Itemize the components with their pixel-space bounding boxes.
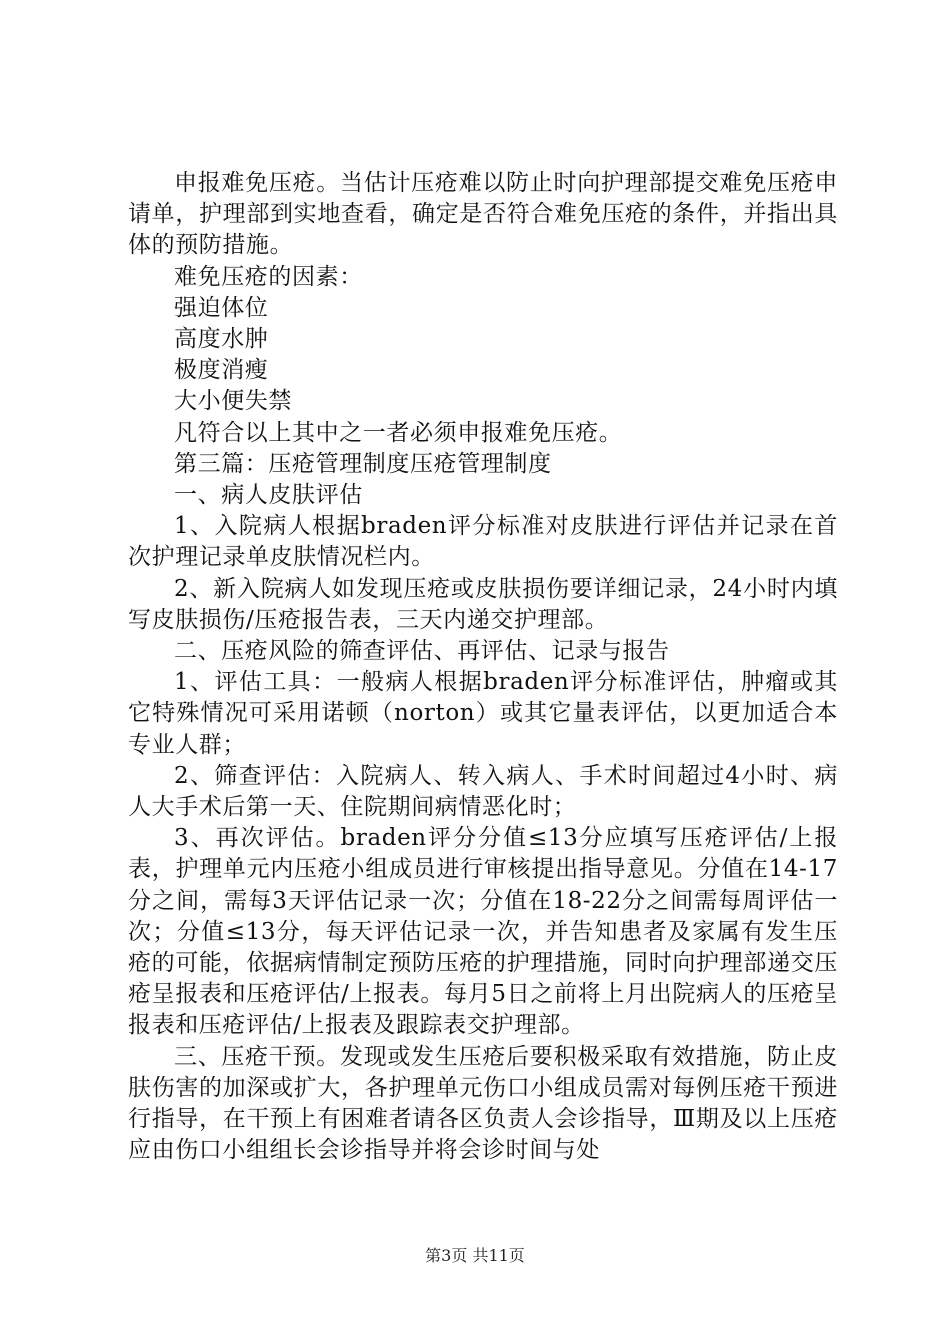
- paragraph: 难免压疮的因素：: [174, 263, 363, 290]
- paragraph: 1、评估工具：一般病人根据braden评分标准评估，肿瘤或其它特殊情况可采用诺顿（norton）或其它量表评估，以更加适合本专业人群；: [128, 669, 838, 758]
- document-body: [128, 168, 838, 1167]
- paragraph: 三、压疮干预。发现或发生压疮后要积极采取有效措施，防止皮肤伤害的加深或扩大，各护理单元伤口小组成员需对每例压疮干预进行指导，在干预上有困难者请各区负责人会诊指导，Ⅲ期及以上压疮应由伤口小组组长会诊指导并将会诊时间与处: [128, 1043, 838, 1164]
- paragraph: 凡符合以上其中之一者必须申报难免压疮。: [174, 419, 623, 446]
- paragraph: 2、筛查评估：入院病人、转入病人、手术时间超过4小时、病人大手术后第一天、住院期间病情恶化时；: [128, 762, 838, 821]
- paragraph: 极度消瘦: [174, 357, 269, 384]
- section-heading: 一、病人皮肤评估: [174, 482, 363, 509]
- section-heading: 二、压疮风险的筛查评估、再评估、记录与报告: [174, 638, 670, 665]
- section-heading: 第三篇：压疮管理制度压疮管理制度: [174, 450, 552, 477]
- paragraph: 高度水肿: [174, 326, 269, 353]
- page-number-footer: 第3页 共11页: [425, 1246, 525, 1265]
- paragraph: 申报难免压疮。当估计压疮难以防止时向护理部提交难免压疮申请单，护理部到实地查看，确定是否符合难免压疮的条件，并指出具体的预防措施。: [128, 170, 838, 259]
- paragraph: 强迫体位: [174, 294, 269, 321]
- paragraph: 3、再次评估。braden评分分值≤13分应填写压疮评估/上报表，护理单元内压疮小组成员进行审核提出指导意见。分值在14-17分之间，需每3天评估记录一次；分值在18-22分之间需每周评估一次；分值≤13分，每天评估记录一次，并告知患者及家属有发生压疮的可能，依据病情制定预防压疮的护理措施，同时向护理部递交压疮呈报表和压疮评估/上报表。每月5日之前将上月出院病人的压疮呈报表和压疮评估/上报表及跟踪表交护理部。: [128, 825, 838, 1039]
- paragraph: 2、新入院病人如发现压疮或皮肤损伤要详细记录，24小时内填写皮肤损伤/压疮报告表，三天内递交护理部。: [128, 575, 838, 633]
- paragraph: 大小便失禁: [174, 388, 292, 415]
- paragraph: 1、入院病人根据braden评分标准对皮肤进行评估并记录在首次护理记录单皮肤情况栏内。: [128, 513, 838, 571]
